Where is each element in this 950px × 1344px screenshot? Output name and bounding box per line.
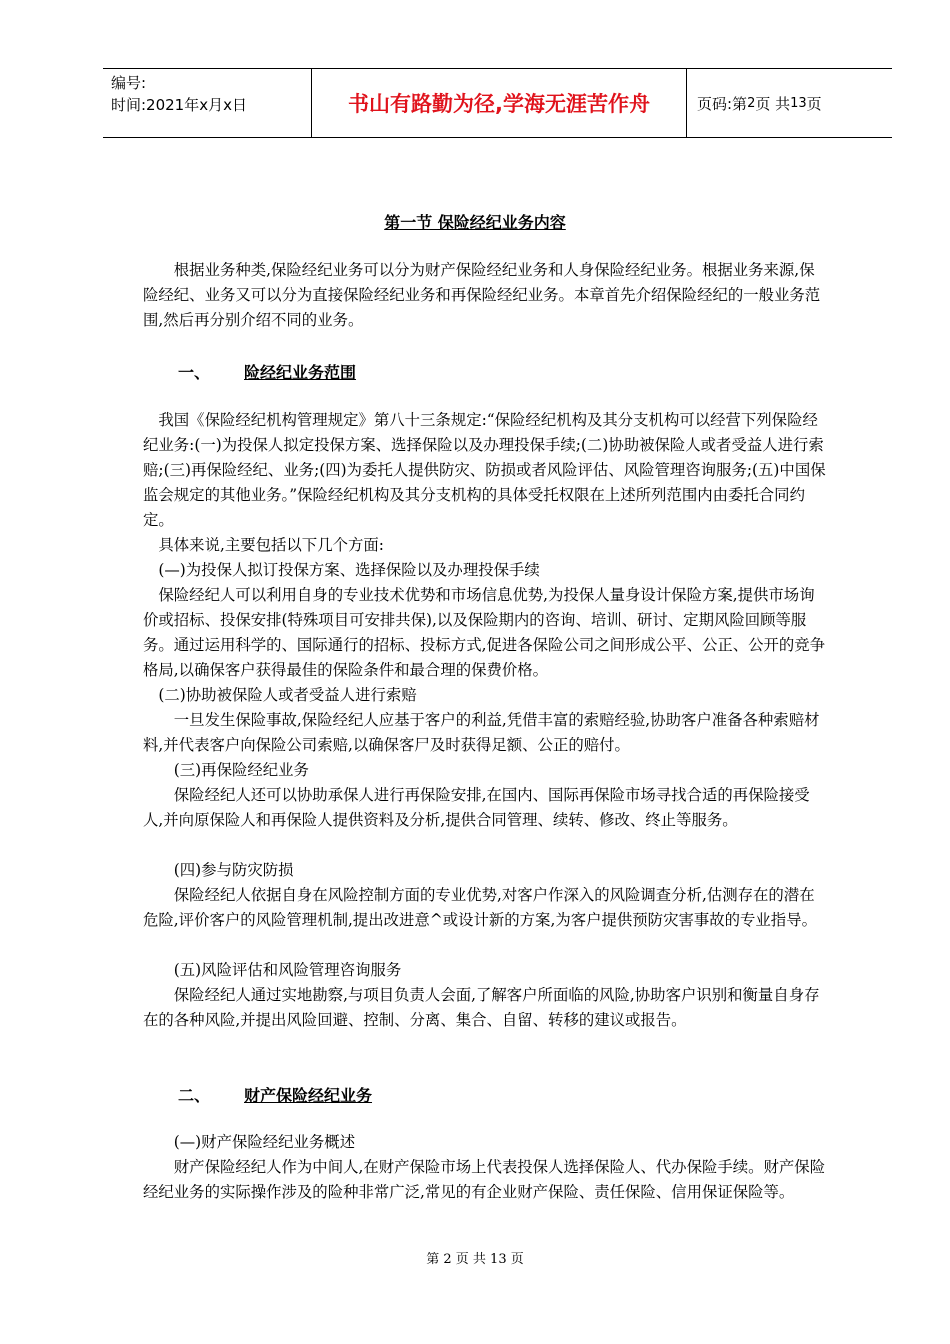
header-page-info: [687, 69, 892, 137]
heading-one-number: 一、: [178, 363, 211, 382]
header-meta: [103, 69, 312, 137]
item-three-body: 保险经纪人还可以协助承保人进行再保险安排,在国内、国际再保险市场寻找合适的再保险接受人,并向原保险人和再保险人提供资料及分析,提供合同管理、续转、修改、终止等服务。: [143, 786, 810, 829]
property-title: (—)财产保险经纪业务概述: [143, 1133, 356, 1151]
item-four-body: 保险经纪人依据自身在风险控制方面的专业优势,对客户作深入的风险调查分析,估测存在的潜在危险,评价客户的风险管理机制,提出改进意^或设计新的方案,为客户提供预防灾害事故的专业指导。: [143, 886, 817, 929]
property-body: 财产保险经纪人作为中间人,在财产保险市场上代表投保人选择保险人、代办保险手续。财产保险经纪业务的实际操作涉及的险种非常广泛,常见的有企业财产保险、责任保险、信用保证保险等。: [143, 1158, 826, 1201]
item-two-title: (二)协助被保险人或者受益人进行索赔: [143, 686, 417, 704]
item-one-body: 保险经纪人可以利用自身的专业技术优势和市场信息优势,为投保人量身设计保险方案,提供市场询价或招标、投保安排(特殊项目可安排共保),以及保险期内的咨询、培训、研讨、定期风险回顾等服务。通过运用科学的、国际通行的招标、投标方式,促进各保险公司之间形成公平、公正、公开的竞争格局,以确保客户获得最佳的保险条件和最合理的保费价格。: [143, 586, 826, 679]
item-five-title: (五)风险评估和风险管理咨询服务: [143, 961, 402, 979]
item-four-title: (四)参与防灾防损: [143, 861, 294, 879]
specific-paragraph: 具体来说,主要包括以下几个方面:: [143, 536, 384, 554]
header-motto: 书山有路勤为径,学海无涯苦作舟: [312, 69, 687, 137]
page-footer: 第 2 页 共 13 页: [426, 1252, 524, 1267]
section-title: 第一节 保险经纪业务内容: [384, 213, 566, 232]
heading-one-text: 险经纪业务范围: [244, 363, 357, 382]
heading-one: [178, 360, 357, 383]
page-header: [103, 68, 892, 138]
page-number: 2: [747, 95, 756, 111]
heading-two-text: 财产保险经纪业务: [244, 1086, 373, 1105]
heading-two: [178, 1083, 373, 1106]
page-mid: 页 共: [755, 94, 791, 113]
document-number-label: 编号:: [111, 74, 147, 92]
item-three-title: (三)再保险经纪业务: [143, 761, 309, 779]
item-two-body: 一旦发生保险事故,保险经纪人应基于客户的利益,凭借丰富的索赔经验,协助客户准备各种索赔材料,并代表客户向保险公司索赔,以确保客尸及时获得足额、公正的赔付。: [143, 711, 820, 754]
document-date: 时间:2021年x月x日: [111, 96, 247, 114]
item-one-title: (—)为投保人拟订投保方案、选择保险以及办理投保手续: [143, 561, 540, 579]
intro-paragraph: 根据业务种类,保险经纪业务可以分为财产保险经纪业务和人身保险经纪业务。根据业务来源,保险经纪、业务又可以分为直接保险经纪业务和再保险经纪业务。本章首先介绍保险经纪的一般业务范围,然后再分别介绍不同的业务。: [143, 261, 821, 329]
page-end: 页: [806, 94, 822, 113]
page-total: 13: [790, 95, 807, 111]
heading-two-number: 二、: [178, 1086, 211, 1105]
regulation-paragraph: 我国《保险经纪机构管理规定》第八十三条规定:“保险经纪机构及其分支机构可以经营下列保险经纪业务:(一)为投保人拟定投保方案、选择保险以及办理投保手续;(二)协助被保险人或者受益人进行索赔;(三)再保险经纪、业务;(四)为委托人提供防灾、防损或者风险评估、风险管理咨询服务;(五)中国保监会规定的其他业务。”保险经纪机构及其分支机构的具体受托权限在上述所列范围内由委托合同约定。: [143, 411, 826, 529]
page-label: 页码:第: [697, 94, 748, 113]
item-five-body: 保险经纪人通过实地勘察,与项目负责人会面,了解客户所面临的风险,协助客户识别和衡量自身存在的各种风险,并提出风险回避、控制、分离、集合、自留、转移的建议或报告。: [143, 986, 820, 1029]
